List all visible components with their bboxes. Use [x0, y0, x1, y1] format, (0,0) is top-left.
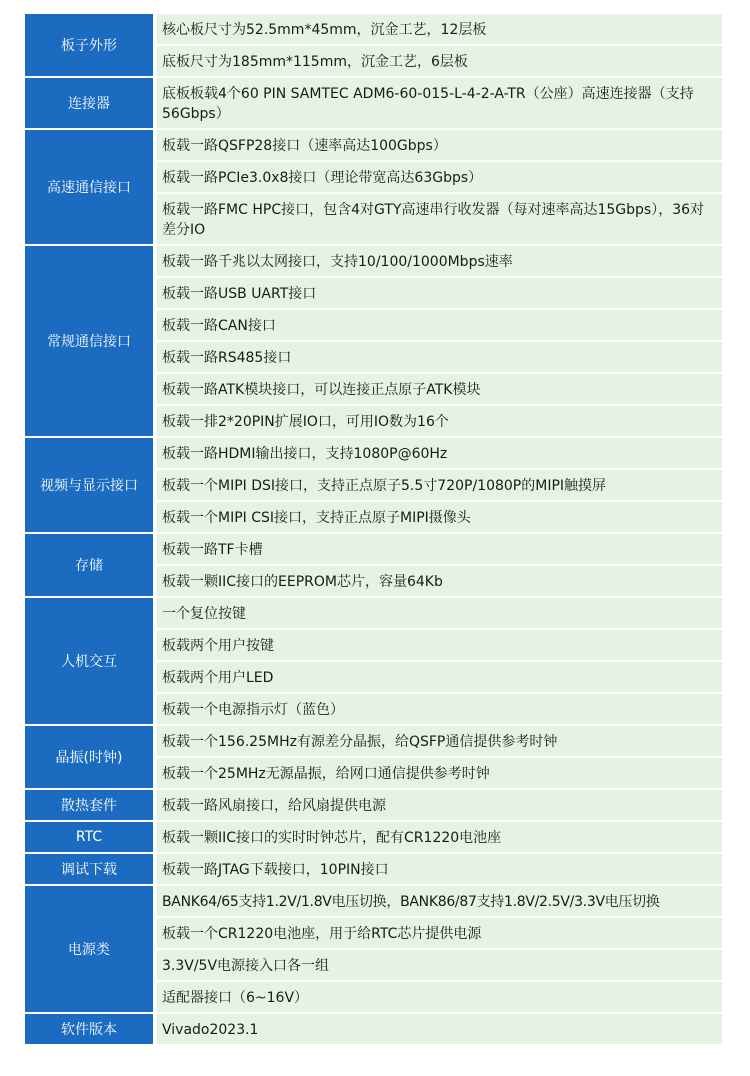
- spec-value: 板载一路TF卡槽: [157, 534, 722, 566]
- spec-row: [25, 790, 722, 822]
- spec-value: 3.3V/5V电源接入口各一组: [157, 950, 722, 982]
- spec-value: 一个复位按键: [157, 598, 722, 630]
- spec-value: Vivado2023.1: [157, 1014, 722, 1046]
- spec-value: 板载两个用户LED: [157, 662, 722, 694]
- spec-value: 板载两个用户按键: [157, 630, 722, 662]
- spec-value: 板载一排2*20PIN扩展IO口，可用IO数为16个: [157, 406, 722, 438]
- spec-row: [25, 534, 722, 566]
- spec-row: [25, 886, 722, 918]
- category-label: 软件版本: [25, 1014, 157, 1046]
- spec-value: 板载一路QSFP28接口（速率高达100Gbps）: [157, 130, 722, 162]
- spec-value: 板载一路JTAG下载接口，10PIN接口: [157, 854, 722, 886]
- spec-value: 板载一路RS485接口: [157, 342, 722, 374]
- spec-row: [25, 130, 722, 162]
- spec-row: [25, 438, 722, 470]
- spec-value: 板载一个CR1220电池座，用于给RTC芯片提供电源: [157, 918, 722, 950]
- category-label: 人机交互: [25, 598, 157, 726]
- spec-value: 板载一路HDMI输出接口，支持1080P@60Hz: [157, 438, 722, 470]
- category-label: 常规通信接口: [25, 246, 157, 438]
- category-label: 高速通信接口: [25, 130, 157, 246]
- spec-table: [25, 14, 722, 1046]
- spec-row: [25, 854, 722, 886]
- category-label: 调试下载: [25, 854, 157, 886]
- spec-table-body: [25, 14, 722, 1046]
- spec-value: 板载一路PCIe3.0x8接口（理论带宽高达63Gbps）: [157, 162, 722, 194]
- category-label: 板子外形: [25, 14, 157, 78]
- spec-value: 底板板载4个60 PIN SAMTEC ADM6-60-015-L-4-2-A-TR（公座）高速连接器（支持56Gbps）: [157, 78, 722, 130]
- category-label: 电源类: [25, 886, 157, 1014]
- category-label: RTC: [25, 822, 157, 854]
- spec-row: [25, 726, 722, 758]
- spec-row: [25, 822, 722, 854]
- spec-row: [25, 14, 722, 46]
- category-label: 连接器: [25, 78, 157, 130]
- spec-row: [25, 78, 722, 130]
- spec-value: BANK64/65支持1.2V/1.8V电压切换，BANK86/87支持1.8V/2.5V/3.3V电压切换: [157, 886, 722, 918]
- spec-row: [25, 1014, 722, 1046]
- spec-value: 板载一个MIPI CSI接口，支持正点原子MIPI摄像头: [157, 502, 722, 534]
- spec-value: 板载一颗IIC接口的EEPROM芯片，容量64Kb: [157, 566, 722, 598]
- spec-value: 板载一路USB UART接口: [157, 278, 722, 310]
- spec-value: 板载一路ATK模块接口，可以连接正点原子ATK模块: [157, 374, 722, 406]
- category-label: 视频与显示接口: [25, 438, 157, 534]
- category-label: 存储: [25, 534, 157, 598]
- spec-value: 核心板尺寸为52.5mm*45mm，沉金工艺，12层板: [157, 14, 722, 46]
- spec-value: 板载一路风扇接口，给风扇提供电源: [157, 790, 722, 822]
- spec-value: 板载一颗IIC接口的实时时钟芯片，配有CR1220电池座: [157, 822, 722, 854]
- spec-value: 板载一个156.25MHz有源差分晶振，给QSFP通信提供参考时钟: [157, 726, 722, 758]
- spec-value: 板载一路千兆以太网接口，支持10/100/1000Mbps速率: [157, 246, 722, 278]
- spec-value: 板载一路FMC HPC接口，包含4对GTY高速串行收发器（每对速率高达15Gbps），36对差分IO: [157, 194, 722, 246]
- spec-value: 板载一个MIPI DSI接口，支持正点原子5.5寸720P/1080P的MIPI触摸屏: [157, 470, 722, 502]
- spec-value: 板载一个25MHz无源晶振，给网口通信提供参考时钟: [157, 758, 722, 790]
- spec-value: 板载一个电源指示灯（蓝色）: [157, 694, 722, 726]
- spec-value: 适配器接口（6~16V）: [157, 982, 722, 1014]
- category-label: 散热套件: [25, 790, 157, 822]
- spec-value: 板载一路CAN接口: [157, 310, 722, 342]
- spec-row: [25, 598, 722, 630]
- spec-row: [25, 246, 722, 278]
- category-label: 晶振(时钟): [25, 726, 157, 790]
- spec-value: 底板尺寸为185mm*115mm，沉金工艺，6层板: [157, 46, 722, 78]
